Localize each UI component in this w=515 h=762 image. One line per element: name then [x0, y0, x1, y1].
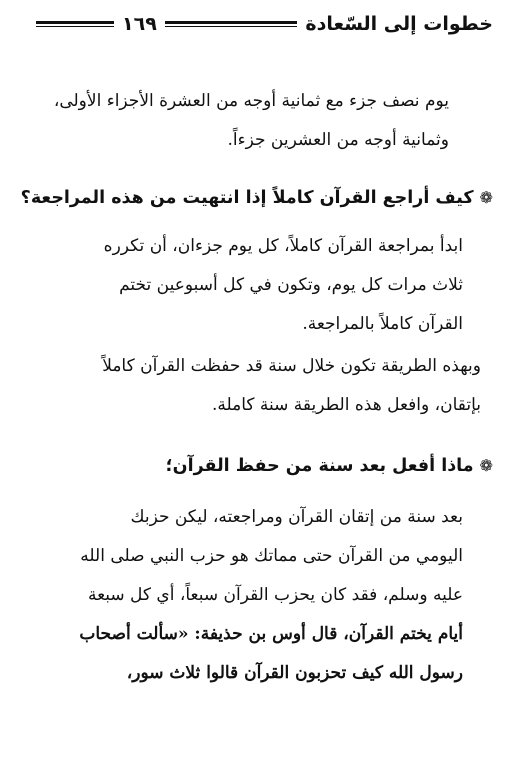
text-line: وبهذه الطريقة تكون خلال سنة قد حفظت القرآن كاملاً	[102, 356, 481, 376]
text-line: يوم نصف جزء مع ثمانية أوجه من العشرة الأجزاء الأولى،	[53, 91, 449, 111]
flower-bullet-icon: ❁	[479, 188, 493, 207]
book-title: خطوات إلى السّعادة	[305, 13, 493, 35]
flower-bullet-icon: ❁	[479, 456, 493, 475]
text-line: وثمانية أوجه من العشرين جزءاً.	[227, 130, 449, 150]
review-paragraph-1	[30, 227, 463, 344]
header-rule-long	[165, 21, 298, 27]
header-rule-short	[36, 21, 114, 27]
section-heading-review	[21, 178, 493, 218]
page-number: ١٦٩	[122, 13, 157, 35]
review-paragraph-2	[30, 347, 481, 425]
section-heading-text: كيف أراجع القرآن كاملاً إذا انتهيت من هذه المراجعة؟	[20, 188, 474, 208]
text-line: عليه وسلم، فقد كان يحزب القرآن سبعاً، أي كل سبعة	[87, 585, 463, 605]
section-heading-text: ماذا أفعل بعد سنة من حفظ القرآن؛	[165, 456, 474, 476]
page-header	[28, 6, 493, 42]
text-line: القرآن كاملاً بالمراجعة.	[302, 314, 463, 334]
after-year-paragraph	[30, 498, 463, 693]
intro-paragraph	[30, 82, 449, 160]
text-line: أيام يختم القرآن، قال أوس بن حذيفة: «سألت أصحاب	[79, 624, 463, 644]
section-heading-after-year	[166, 446, 493, 486]
text-line: بعد سنة من إتقان القرآن ومراجعته، ليكن حزبك	[130, 507, 463, 527]
text-line: اليومي من القرآن حتى مماتك هو حزب النبي صلى الله	[80, 546, 463, 566]
text-line: ابدأ بمراجعة القرآن كاملاً، كل يوم جزءان، أن تكرره	[103, 236, 463, 256]
text-line: بإتقان، وافعل هذه الطريقة سنة كاملة.	[211, 395, 481, 415]
text-line: رسول الله كيف تحزبون القرآن قالوا ثلاث سور،	[126, 663, 463, 683]
text-line: ثلاث مرات كل يوم، وتكون في كل أسبوعين تختم	[119, 275, 463, 295]
